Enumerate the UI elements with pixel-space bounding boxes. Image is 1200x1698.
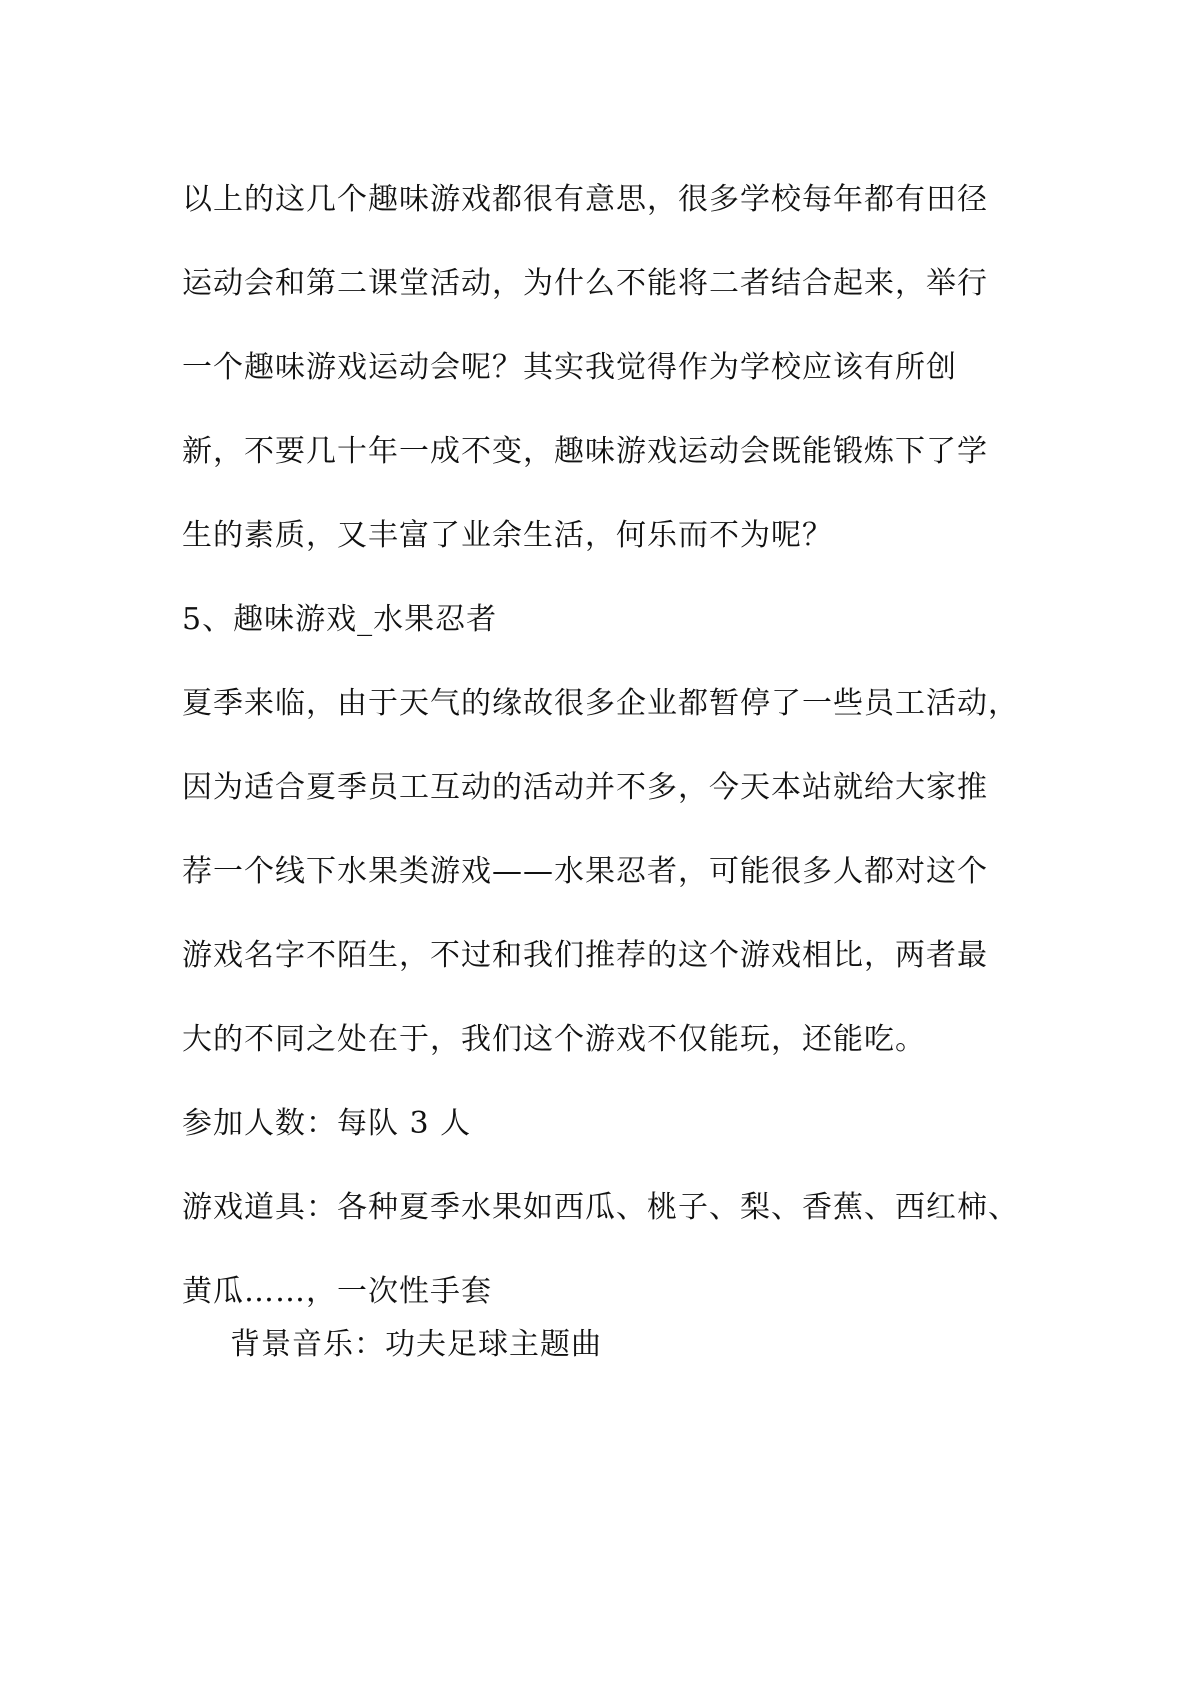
summer-line-1: 夏季来临，由于天气的缘故很多企业都暂停了一些员工活动， (182, 686, 1019, 721)
props-line-2: 黄瓜……，一次性手套 (182, 1274, 492, 1309)
music-line: 背景音乐：功夫足球主题曲 (230, 1327, 602, 1362)
intro-line-3: 一个趣味游戏运动会呢？其实我觉得作为学校应该有所创 (182, 350, 957, 385)
intro-line-4: 新，不要几十年一成不变，趣味游戏运动会既能锻炼下了学 (182, 434, 988, 469)
summer-line-4: 游戏名字不陌生，不过和我们推荐的这个游戏相比，两者最 (182, 938, 988, 973)
intro-line-5: 生的素质，又丰富了业余生活，何乐而不为呢？ (182, 518, 833, 553)
section-heading: 5、趣味游戏_水果忍者 (182, 602, 498, 637)
summer-line-5: 大的不同之处在于，我们这个游戏不仅能玩，还能吃。 (182, 1022, 926, 1057)
summer-line-3: 荐一个线下水果类游戏——水果忍者，可能很多人都对这个 (182, 854, 988, 889)
participants-line: 参加人数：每队 3 人 (182, 1106, 472, 1141)
props-line-1: 游戏道具：各种夏季水果如西瓜、桃子、梨、香蕉、西红柿、 (182, 1190, 1019, 1225)
intro-line-2: 运动会和第二课堂活动，为什么不能将二者结合起来，举行 (182, 266, 988, 301)
intro-line-1: 以上的这几个趣味游戏都很有意思，很多学校每年都有田径 (182, 182, 988, 217)
summer-line-2: 因为适合夏季员工互动的活动并不多，今天本站就给大家推 (182, 770, 988, 805)
